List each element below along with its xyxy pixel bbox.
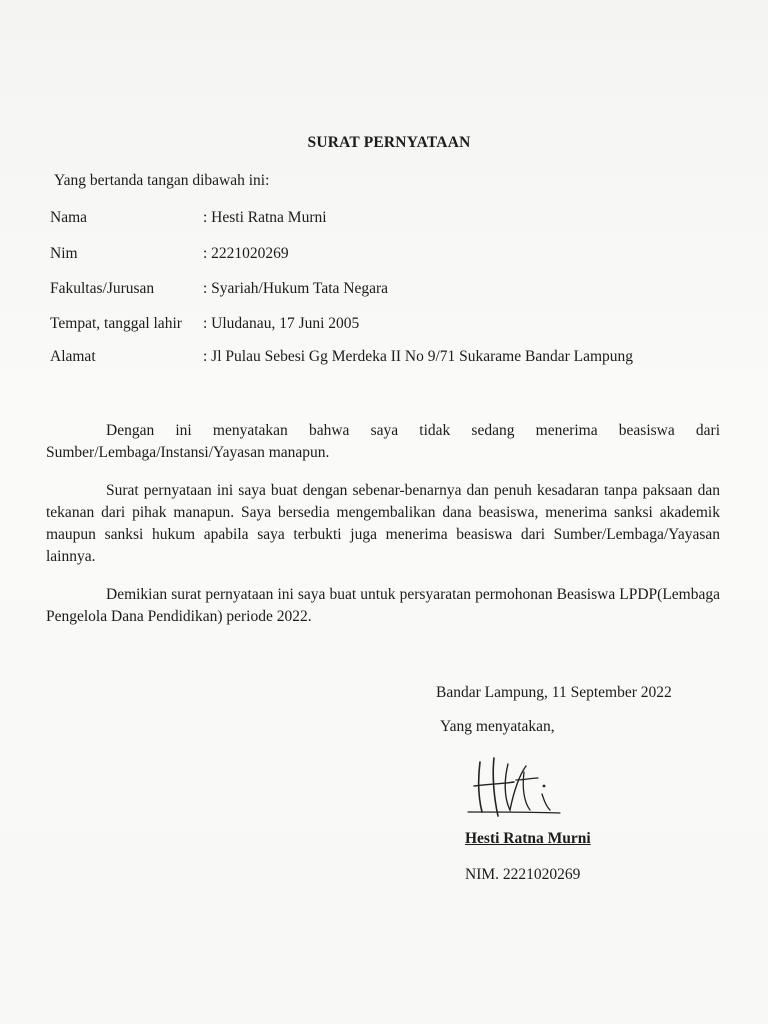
paragraph-2: [46, 480, 720, 568]
field-label: Alamat: [50, 348, 96, 365]
field-label: Nim: [50, 245, 78, 262]
signature-image: [458, 750, 588, 830]
field-label: Fakultas/Jurusan: [50, 280, 155, 297]
field-value: : Jl Pulau Sebesi Gg Merdeka II No 9/71 Sukarame Bandar Lampung: [203, 348, 634, 365]
intro-text: Yang bertanda tangan dibawah ini:: [54, 172, 270, 189]
field-row-nama: [50, 209, 327, 227]
field-row-fakultas: [50, 280, 388, 298]
field-value: : 2221020269: [203, 245, 289, 262]
paragraph-1: [46, 420, 720, 464]
field-value: : Uludanau, 17 Juni 2005: [203, 315, 360, 332]
field-row-alamat: [50, 348, 633, 366]
field-value: : Hesti Ratna Murni: [203, 209, 327, 226]
signer-nim: NIM. 2221020269: [465, 866, 581, 883]
document-title: SURAT PERNYATAAN: [307, 134, 471, 151]
paragraph-3: [46, 584, 720, 628]
field-value: : Syariah/Hukum Tata Negara: [203, 280, 389, 297]
paragraph-text: Surat pernyataan ini saya buat dengan sebenar-benarnya dan penuh kesadaran tanpa paksaan dan tekanan dari pihak manapun. Saya bersedia mengembalikan dana beasiswa, menerima sanksi akademik maupun sanksi hukum apabila saya terbukti juga menerima beasiswa dari Sumber/Lembaga/Yayasan lainnya.: [46, 482, 720, 565]
field-row-nim: [50, 245, 289, 263]
place-date: Bandar Lampung, 11 September 2022: [436, 684, 672, 701]
field-label: Tempat, tanggal lahir: [50, 315, 182, 332]
signer-name: Hesti Ratna Murni: [465, 830, 591, 847]
paragraph-text: Demikian surat pernyataan ini saya buat untuk persyaratan permohonan Beasiswa LPDP(Lembaga Pengelola Dana Pendidikan) periode 2022.: [46, 586, 720, 625]
field-row-ttl: [50, 315, 359, 333]
field-label: Nama: [50, 209, 88, 226]
closing-text: Yang menyatakan,: [440, 718, 555, 735]
paragraph-text: Dengan ini menyatakan bahwa saya tidak sedang menerima beasiswa dari Sumber/Lembaga/Instansi/Yayasan manapun.: [46, 422, 720, 461]
